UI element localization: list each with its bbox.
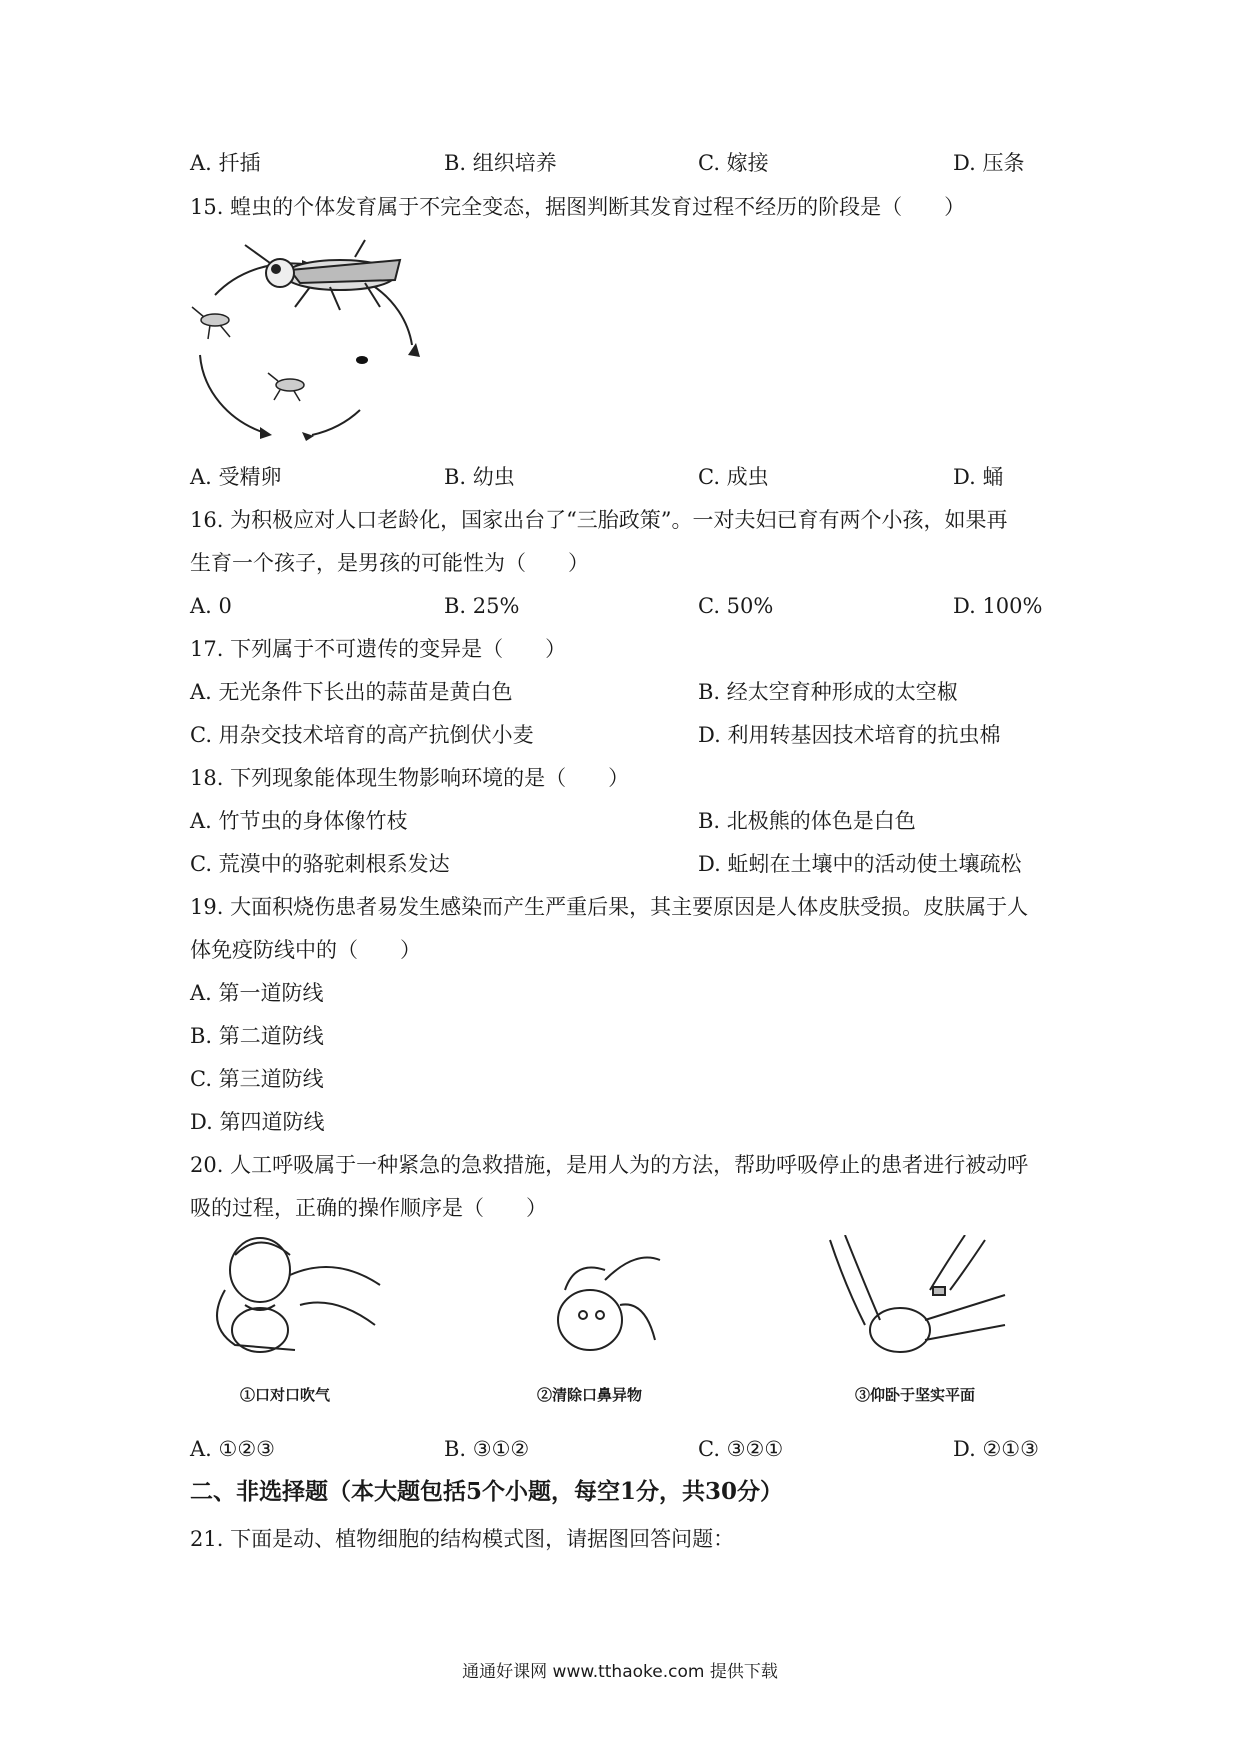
q15-option-d: D. 蛹 (953, 465, 1004, 489)
q15-option-a: A. 受精卵 (190, 465, 282, 489)
q21-stem: 21. 下面是动、植物细胞的结构模式图，请据图回答问题： (190, 1527, 735, 1551)
q18-option-b: B. 北极熊的体色是白色 (698, 809, 916, 833)
q20-caption-1: ①口对口吹气 (240, 1386, 331, 1404)
adult-locust-icon (245, 240, 400, 310)
q18-options-row2 (190, 849, 1090, 879)
q16-stem-line2: 生育一个孩子，是男孩的可能性为（ ） (190, 551, 589, 575)
young-nymph-icon (268, 373, 304, 401)
q15-stem: 15. 蝗虫的个体发育属于不完全变态，据图判断其发育过程不经历的阶段是（ ） (190, 195, 966, 219)
q17-option-d: D. 利用转基因技术培育的抗虫棉 (698, 723, 1001, 747)
q17-stem: 17. 下列属于不可遗传的变异是（ ） (190, 637, 567, 661)
q20-option-b: B. ③①② (444, 1437, 530, 1461)
q20-caption-3: ③仰卧于坚实平面 (855, 1386, 976, 1404)
q20-options (190, 1434, 1090, 1464)
q17-option-b: B. 经太空育种形成的太空椒 (698, 680, 958, 704)
egg-icon (356, 356, 368, 364)
page-footer: 通通好课网 www.tthaoke.com 提供下载 (462, 1662, 778, 1682)
q19-option-c: C. 第三道防线 (190, 1067, 324, 1091)
q18-options-row1 (190, 806, 1090, 836)
q20-option-a: A. ①②③ (190, 1437, 275, 1461)
locust-lifecycle-figure (190, 235, 430, 455)
clear-airway-figure (545, 1250, 665, 1355)
q20-option-c: C. ③②① (698, 1437, 784, 1461)
q17-options-row2 (190, 720, 1090, 750)
section-heading: 二、非选择题（本大题包括5个小题，每空1分，共30分） (190, 1478, 784, 1505)
q17-option-a: A. 无光条件下长出的蒜苗是黄白色 (190, 680, 513, 704)
nymph-locust-icon (192, 307, 230, 339)
q20-stem-line2: 吸的过程，正确的操作顺序是（ ） (190, 1196, 547, 1220)
q18-stem: 18. 下列现象能体现生物影响环境的是（ ） (190, 766, 630, 790)
q18-option-d: D. 蚯蚓在土壤中的活动使土壤疏松 (698, 852, 1022, 876)
q14-option-c: C. 嫁接 (698, 151, 769, 175)
q15-option-b: B. 幼虫 (444, 465, 515, 489)
q19-stem-line2: 体免疫防线中的（ ） (190, 938, 421, 962)
q14-option-a: A. 扦插 (190, 151, 261, 175)
q18-option-a: A. 竹节虫的身体像竹枝 (190, 809, 408, 833)
q19-option-d: D. 第四道防线 (190, 1110, 325, 1134)
q17-option-c: C. 用杂交技术培育的高产抗倒伏小麦 (190, 723, 534, 747)
q20-option-d: D. ②①③ (953, 1437, 1039, 1461)
q16-option-d: D. 100% (953, 594, 1043, 618)
mouth-to-mouth-figure (205, 1235, 385, 1360)
q19-stem-line1: 19. 大面积烧伤患者易发生感染而产生严重后果，其主要原因是人体皮肤受损。皮肤属于人 (190, 895, 1029, 919)
q14-option-d: D. 压条 (953, 151, 1025, 175)
q19-option-b: B. 第二道防线 (190, 1024, 324, 1048)
q20-stem-line1: 20. 人工呼吸属于一种紧急的急救措施，是用人为的方法，帮助呼吸停止的患者进行被动呼 (190, 1153, 1029, 1177)
q14-option-b: B. 组织培养 (444, 151, 557, 175)
q16-option-b: B. 25% (444, 594, 520, 618)
q14-options (190, 148, 1090, 178)
q15-options (190, 462, 1090, 492)
q17-options-row1 (190, 677, 1090, 707)
q20-caption-2: ②清除口鼻异物 (537, 1386, 643, 1404)
q15-option-c: C. 成虫 (698, 465, 769, 489)
q16-option-a: A. 0 (190, 594, 232, 618)
q19-option-a: A. 第一道防线 (190, 981, 324, 1005)
q16-option-c: C. 50% (698, 594, 774, 618)
supine-position-figure (825, 1235, 1010, 1360)
q16-stem-line1: 16. 为积极应对人口老龄化，国家出台了“三胎政策”。一对夫妇已育有两个小孩，如果再 (190, 508, 1008, 532)
q18-option-c: C. 荒漠中的骆驼刺根系发达 (190, 852, 450, 876)
q16-options (190, 591, 1090, 621)
